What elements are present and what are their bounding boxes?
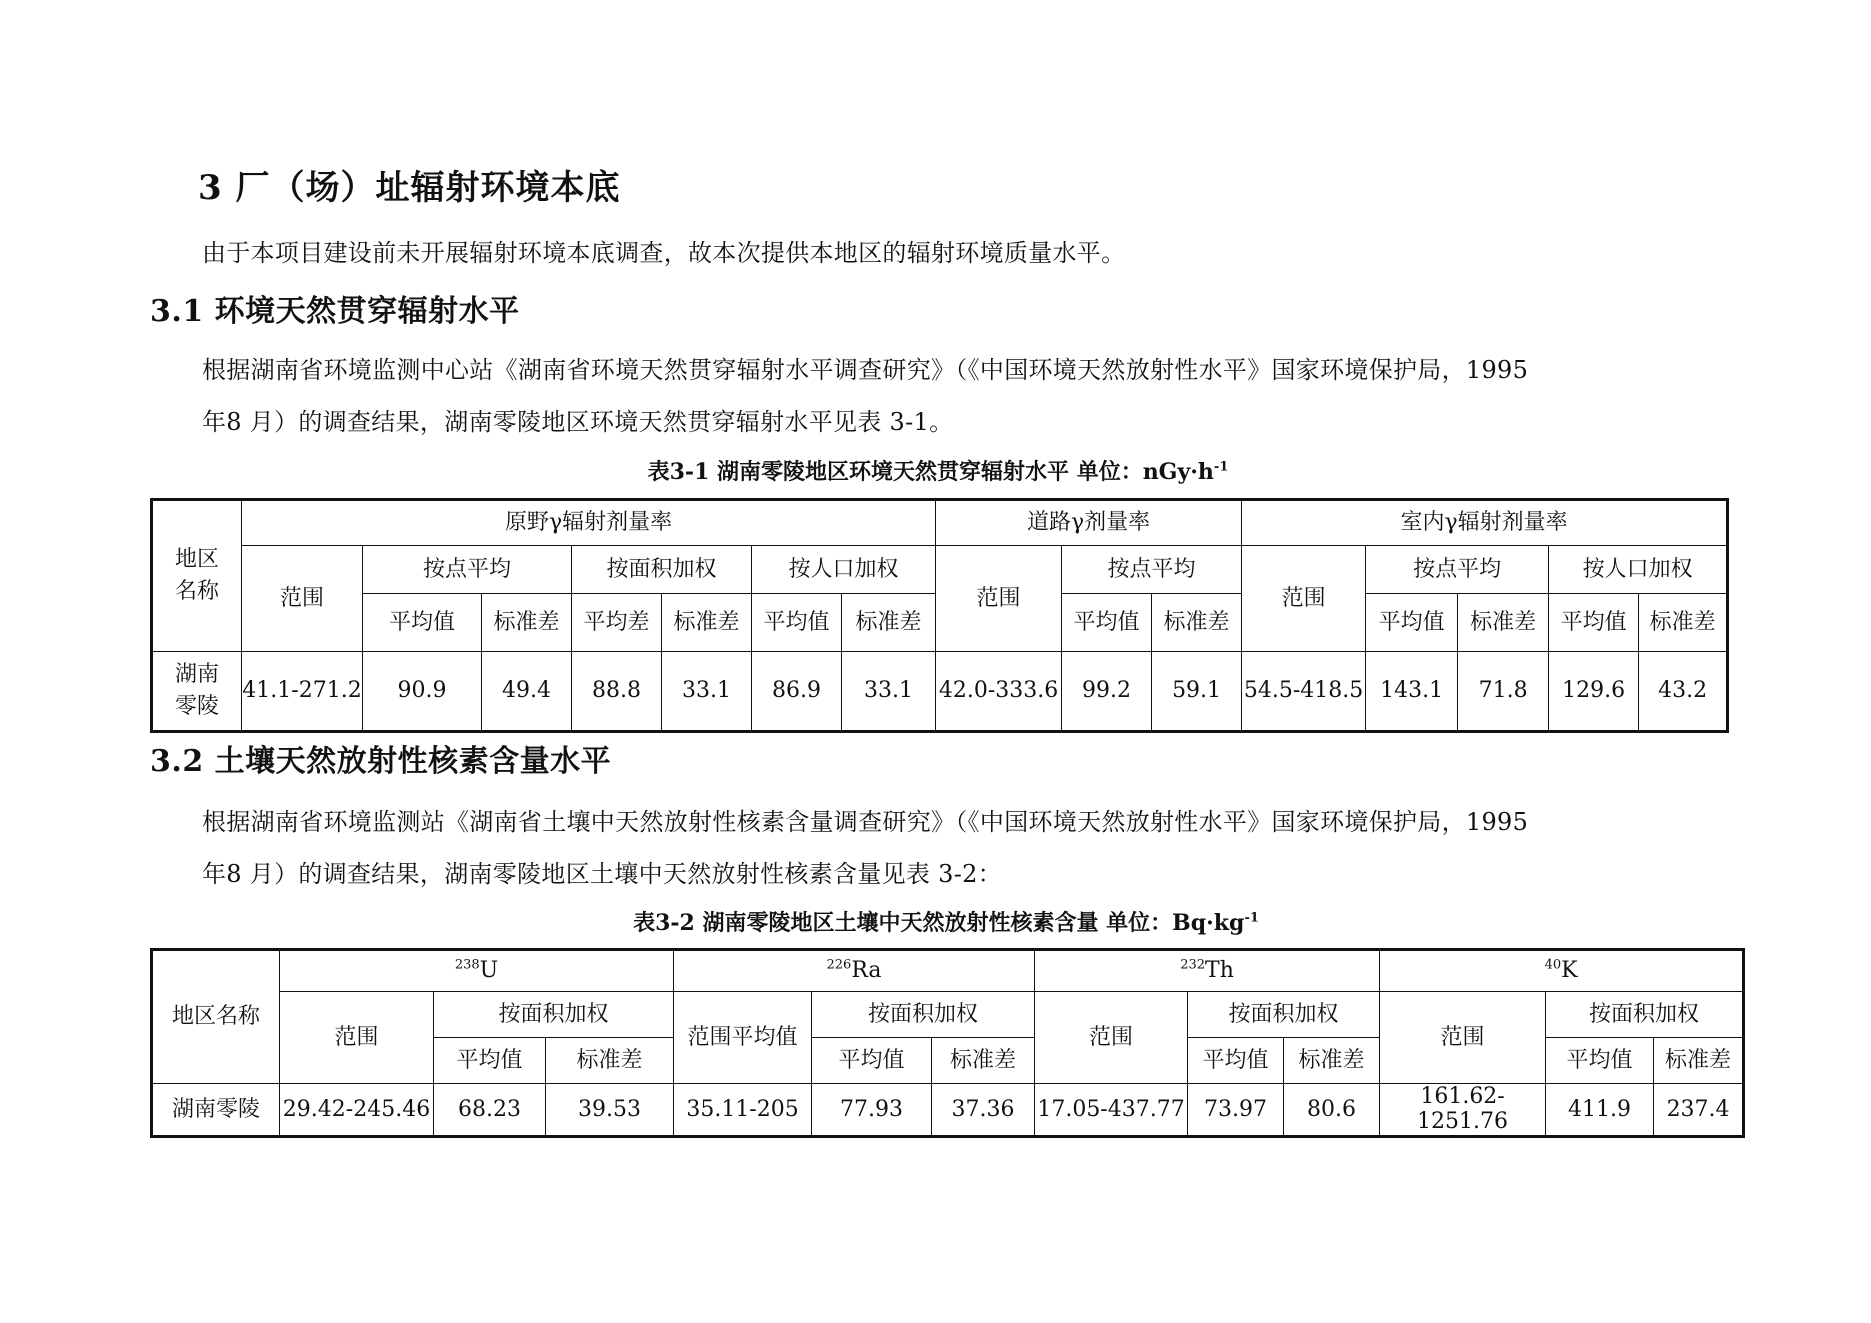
k-range-header: 范围 bbox=[1380, 992, 1546, 1084]
ra-std-header: 标准差 bbox=[932, 1038, 1035, 1084]
u-std-header: 标准差 bbox=[546, 1038, 674, 1084]
indoor-pop-mean-header: 平均值 bbox=[1549, 594, 1639, 652]
u-mean-header: 平均值 bbox=[434, 1038, 546, 1084]
road-point-mean-header: 平均值 bbox=[1062, 594, 1152, 652]
field-by-point-header: 按点平均 bbox=[363, 546, 572, 594]
section-3-2-title: 3.2 土壤天然放射性核素含量水平 bbox=[150, 744, 612, 779]
section-3-1-para-line2: 年8 月）的调查结果，湖南零陵地区环境天然贯穿辐射水平见表 3-1。 bbox=[202, 408, 954, 436]
region-name-header: 地区名称 bbox=[152, 500, 242, 652]
data-cell: 59.1 bbox=[1152, 652, 1242, 732]
field-area-mean-header: 平均差 bbox=[572, 594, 662, 652]
k-std-header: 标准差 bbox=[1654, 1038, 1744, 1084]
section-3-intro: 由于本项目建设前未开展辐射环境本底调查，故本次提供本地区的辐射环境质量水平。 bbox=[202, 239, 1126, 267]
data-cell: 71.8 bbox=[1458, 652, 1549, 732]
data-cell: 35.11-205 bbox=[674, 1084, 812, 1137]
data-cell: 73.97 bbox=[1188, 1084, 1284, 1137]
field-gamma-header: 原野γ辐射剂量率 bbox=[242, 500, 936, 546]
ra-by-area-header: 按面积加权 bbox=[812, 992, 1035, 1038]
data-cell: 77.93 bbox=[812, 1084, 932, 1137]
ra-range-header: 范围平均值 bbox=[674, 992, 812, 1084]
data-cell: 68.23 bbox=[434, 1084, 546, 1137]
data-cell: 86.9 bbox=[752, 652, 842, 732]
data-cell: 49.4 bbox=[482, 652, 572, 732]
data-cell: 161.62-1251.76 bbox=[1380, 1084, 1546, 1137]
table-3-1-caption-exponent: -1 bbox=[1213, 459, 1229, 475]
data-cell: 80.6 bbox=[1284, 1084, 1380, 1137]
table-3-1 bbox=[150, 498, 1729, 733]
th-range-header: 范围 bbox=[1035, 992, 1188, 1084]
nuclide-ra226-header: $^{226}$Ra bbox=[674, 950, 1035, 992]
field-pop-mean-header: 平均值 bbox=[752, 594, 842, 652]
data-cell: 42.0-333.6 bbox=[936, 652, 1062, 732]
table-3-2-caption-exponent: -1 bbox=[1244, 910, 1259, 926]
indoor-point-std-header: 标准差 bbox=[1458, 594, 1549, 652]
th-by-area-header: 按面积加权 bbox=[1188, 992, 1380, 1038]
data-cell: 129.6 bbox=[1549, 652, 1639, 732]
th-std-header: 标准差 bbox=[1284, 1038, 1380, 1084]
indoor-range-header: 范围 bbox=[1242, 546, 1366, 652]
indoor-by-point-header: 按点平均 bbox=[1366, 546, 1549, 594]
table-3-2-caption bbox=[150, 906, 1742, 937]
road-gamma-header: 道路γ剂量率 bbox=[936, 500, 1242, 546]
road-point-std-header: 标准差 bbox=[1152, 594, 1242, 652]
table-3-1-caption bbox=[150, 455, 1726, 486]
nuclide-th232-header: $^{232}$Th bbox=[1035, 950, 1380, 992]
data-cell: 29.42-245.46 bbox=[280, 1084, 434, 1137]
nuclide-k40-header: $^{40}$K bbox=[1380, 950, 1744, 992]
table-3-2 bbox=[150, 948, 1745, 1138]
section-3-1-title: 3.1 环境天然贯穿辐射水平 bbox=[150, 294, 520, 329]
region-cell: 湖南零陵 bbox=[152, 652, 242, 732]
section-3-2-para-line2: 年8 月）的调查结果，湖南零陵地区土壤中天然放射性核素含量见表 3-2： bbox=[202, 860, 1002, 888]
data-cell: 17.05-437.77 bbox=[1035, 1084, 1188, 1137]
data-cell: 33.1 bbox=[842, 652, 936, 732]
th-mean-header: 平均值 bbox=[1188, 1038, 1284, 1084]
data-cell: 143.1 bbox=[1366, 652, 1458, 732]
section-3-2-para-line1: 根据湖南省环境监测站《湖南省土壤中天然放射性核素含量调查研究》（《中国环境天然放射性水平》国家环境保护局，1995 bbox=[202, 808, 1529, 836]
field-pop-std-header: 标准差 bbox=[842, 594, 936, 652]
data-cell: 41.1-271.2 bbox=[242, 652, 363, 732]
k-mean-header: 平均值 bbox=[1546, 1038, 1654, 1084]
field-range-header: 范围 bbox=[242, 546, 363, 652]
table-3-1-caption-text: 表3-1 湖南零陵地区环境天然贯穿辐射水平 单位：nGy·h bbox=[647, 459, 1214, 485]
indoor-gamma-header: 室内γ辐射剂量率 bbox=[1242, 500, 1728, 546]
data-cell: 54.5-418.5 bbox=[1242, 652, 1366, 732]
data-cell: 88.8 bbox=[572, 652, 662, 732]
data-cell: 39.53 bbox=[546, 1084, 674, 1137]
region-name-header: 地区名称 bbox=[152, 950, 280, 1084]
field-point-std-header: 标准差 bbox=[482, 594, 572, 652]
table-3-2-caption-text: 表3-2 湖南零陵地区土壤中天然放射性核素含量 单位：Bq·kg bbox=[633, 910, 1245, 936]
field-point-mean-header: 平均值 bbox=[363, 594, 482, 652]
k-by-area-header: 按面积加权 bbox=[1546, 992, 1744, 1038]
road-range-header: 范围 bbox=[936, 546, 1062, 652]
field-by-pop-header: 按人口加权 bbox=[752, 546, 936, 594]
region-cell: 湖南零陵 bbox=[152, 1084, 280, 1137]
ra-mean-header: 平均值 bbox=[812, 1038, 932, 1084]
nuclide-u238-header: $^{238}$U bbox=[280, 950, 674, 992]
field-by-area-header: 按面积加权 bbox=[572, 546, 752, 594]
data-cell: 411.9 bbox=[1546, 1084, 1654, 1137]
field-area-std-header: 标准差 bbox=[662, 594, 752, 652]
data-cell: 37.36 bbox=[932, 1084, 1035, 1137]
indoor-pop-std-header: 标准差 bbox=[1639, 594, 1728, 652]
section-3-1-para-line1: 根据湖南省环境监测中心站《湖南省环境天然贯穿辐射水平调查研究》（《中国环境天然放射性水平》国家环境保护局，1995 bbox=[202, 356, 1529, 384]
data-cell: 33.1 bbox=[662, 652, 752, 732]
indoor-point-mean-header: 平均值 bbox=[1366, 594, 1458, 652]
u-range-header: 范围 bbox=[280, 992, 434, 1084]
data-cell: 237.4 bbox=[1654, 1084, 1744, 1137]
data-cell: 99.2 bbox=[1062, 652, 1152, 732]
section-3-title: 3 厂（场）址辐射环境本底 bbox=[198, 168, 621, 208]
u-by-area-header: 按面积加权 bbox=[434, 992, 674, 1038]
indoor-by-pop-header: 按人口加权 bbox=[1549, 546, 1728, 594]
road-by-point-header: 按点平均 bbox=[1062, 546, 1242, 594]
data-cell: 90.9 bbox=[363, 652, 482, 732]
data-cell: 43.2 bbox=[1639, 652, 1728, 732]
